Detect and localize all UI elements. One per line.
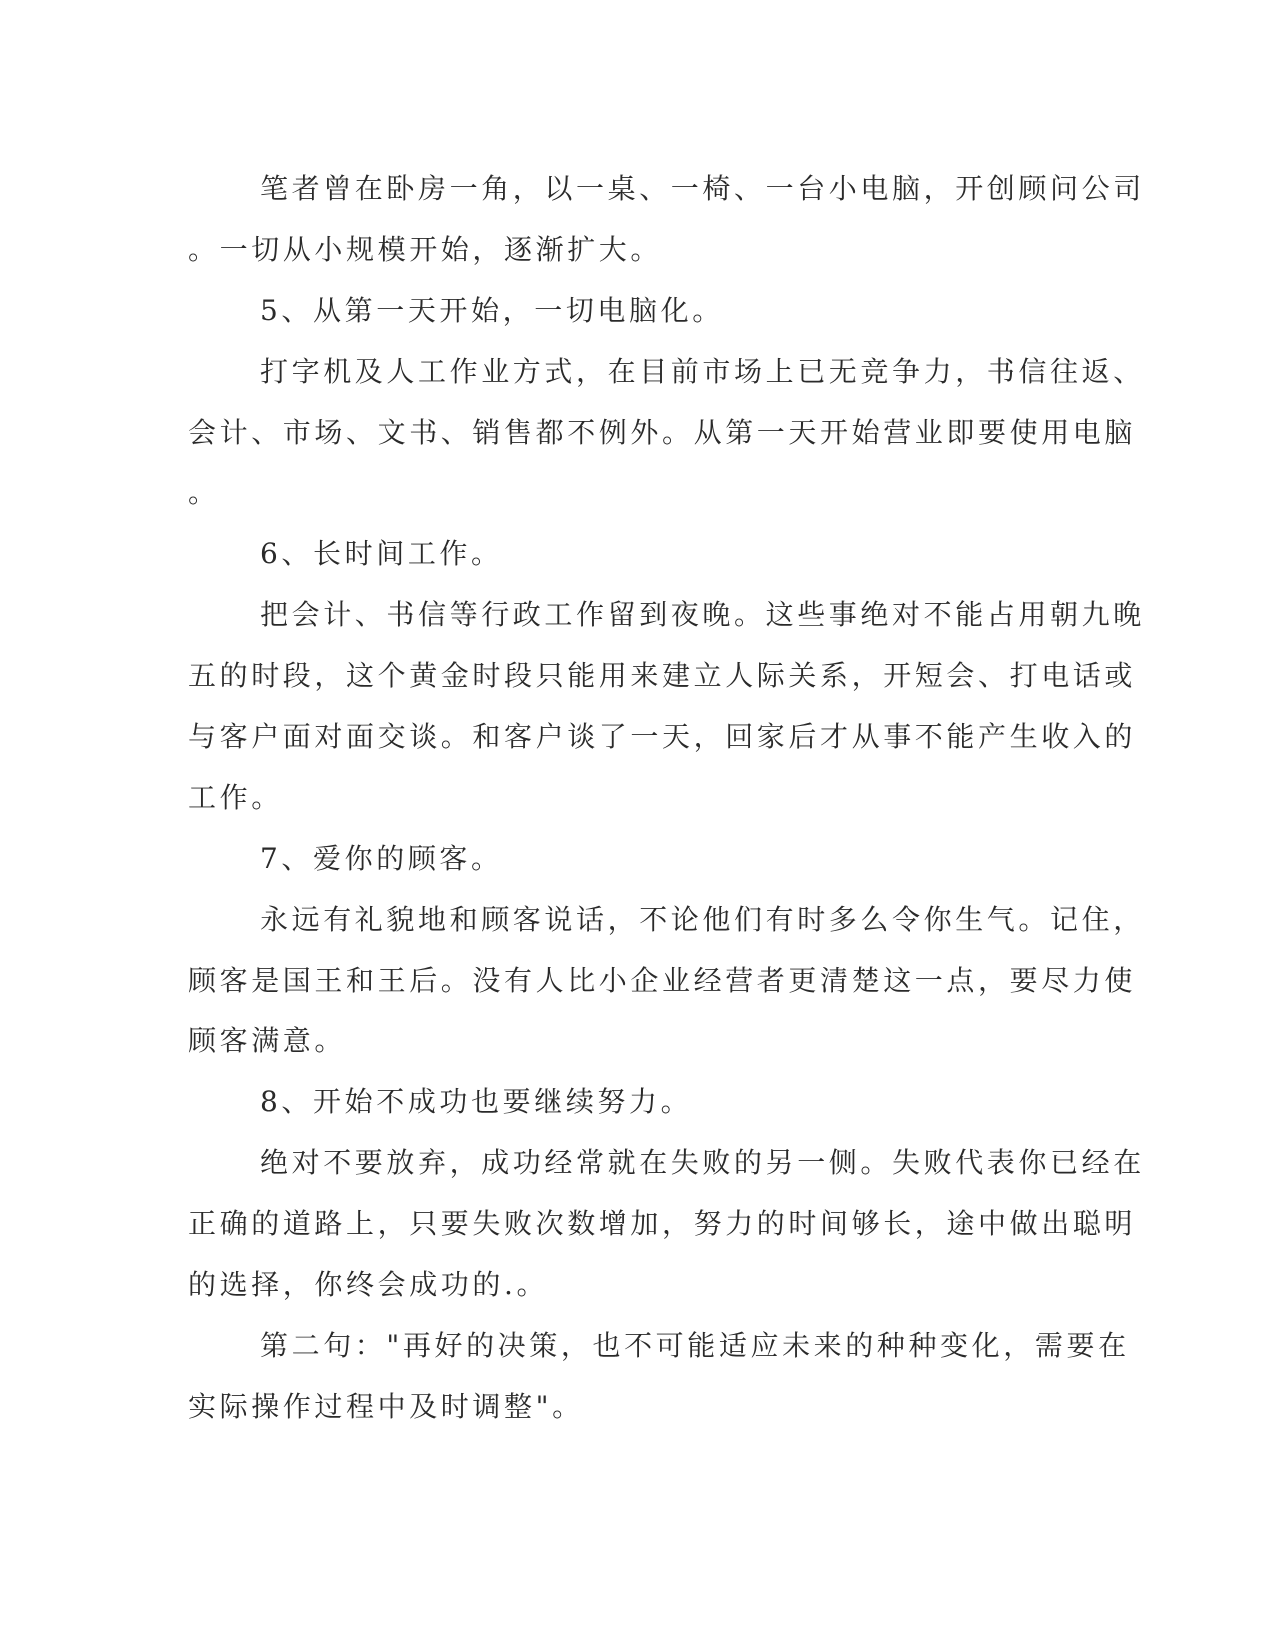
text-line: 工作。 <box>188 780 283 814</box>
text-line: 会计、市场、文书、销售都不例外。从第一天开始营业即要使用电脑 <box>188 415 1137 449</box>
text-line: 实际操作过程中及时调整"。 <box>188 1389 584 1423</box>
section-heading: 7、爱你的顾客。 <box>260 841 503 875</box>
text-line: 顾客是国王和王后。没有人比小企业经营者更清楚这一点，要尽力使 <box>188 963 1137 997</box>
text-line: 顾客满意。 <box>188 1024 347 1058</box>
text-line: 绝对不要放弃，成功经常就在失败的另一侧。失败代表你已经在 <box>260 1146 1145 1180</box>
section-heading: 5、从第一天开始，一切电脑化。 <box>260 293 724 327</box>
text-line: 。一切从小规模开始，逐渐扩大。 <box>188 232 663 266</box>
text-line: 永远有礼貌地和顾客说话，不论他们有时多么令你生气。记住， <box>260 902 1145 936</box>
text-line: 的选择，你终会成功的.。 <box>188 1268 549 1302</box>
text-line: 。 <box>188 476 220 510</box>
text-line: 第二句："再好的决策，也不可能适应未来的种种变化，需要在 <box>260 1328 1130 1362</box>
text-line: 五的时段，这个黄金时段只能用来建立人际关系，开短会、打电话或 <box>188 659 1137 693</box>
text-line: 与客户面对面交谈。和客户谈了一天，回家后才从事不能产生收入的 <box>188 720 1137 754</box>
text-line: 打字机及人工作业方式，在目前市场上已无竞争力，书信往返、 <box>260 354 1145 388</box>
text-line: 笔者曾在卧房一角，以一桌、一椅、一台小电脑，开创顾问公司 <box>260 172 1145 205</box>
text-line: 正确的道路上，只要失败次数增加，努力的时间够长，途中做出聪明 <box>188 1207 1137 1241</box>
section-heading: 6、长时间工作。 <box>260 537 503 571</box>
text-line: 把会计、书信等行政工作留到夜晚。这些事绝对不能占用朝九晚 <box>260 598 1145 632</box>
section-heading: 8、开始不成功也要继续努力。 <box>260 1085 693 1119</box>
document-body <box>188 159 1145 1438</box>
